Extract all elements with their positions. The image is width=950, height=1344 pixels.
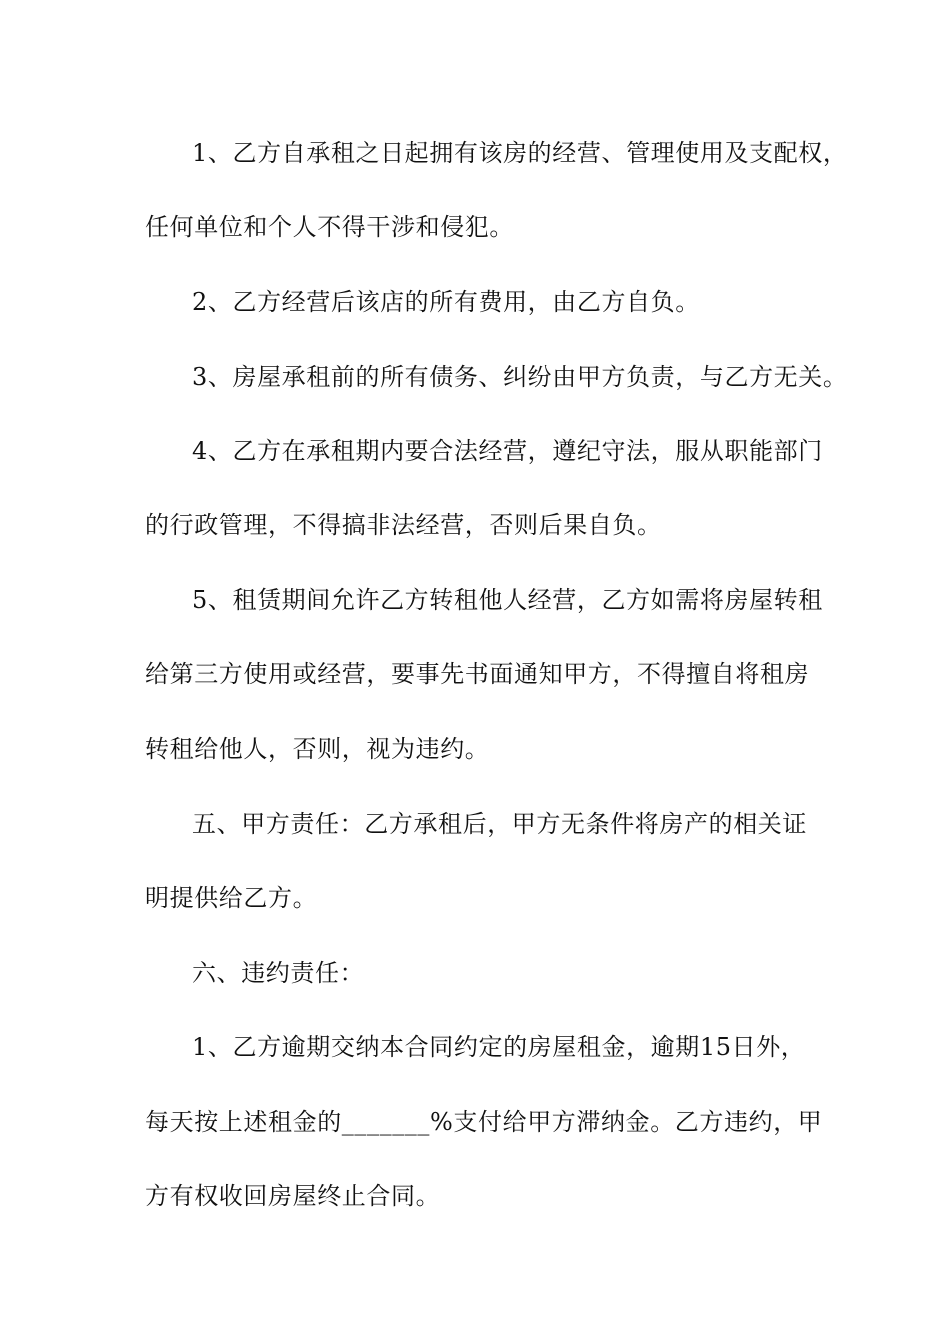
clause-6-1-line-2: 每天按上述租金的_______%支付给甲方滞纳金。乙方违约，甲 [145, 1108, 823, 1136]
clause-6-1-line-1: 1、乙方逾期交纳本合同约定的房屋租金，逾期15日外， [192, 1033, 806, 1061]
section-6-heading: 六、违约责任： [192, 959, 365, 987]
clause-4-4-line-2: 的行政管理，不得搞非法经营，否则后果自负。 [145, 511, 662, 539]
clause-6-1-line-3: 方有权收回房屋终止合同。 [145, 1182, 441, 1210]
clause-4-2: 2、乙方经营后该店的所有费用，由乙方自负。 [192, 288, 700, 316]
clause-4-1-line-2: 任何单位和个人不得干涉和侵犯。 [145, 213, 514, 241]
clause-4-5-line-2: 给第三方使用或经营，要事先书面通知甲方，不得擅自将租房 [145, 660, 810, 688]
clause-4-4-line-1: 4、乙方在承租期内要合法经营，遵纪守法，服从职能部门 [192, 437, 823, 465]
clause-4-3: 3、房屋承租前的所有债务、纠纷由甲方负责，与乙方无关。 [192, 363, 848, 391]
clause-4-1-line-1: 1、乙方自承租之日起拥有该房的经营、管理使用及支配权， [192, 139, 848, 167]
clause-4-5-line-3: 转租给他人，否则，视为违约。 [145, 735, 490, 763]
section-5-line-2: 明提供给乙方。 [145, 884, 318, 912]
clause-4-5-line-1: 5、租赁期间允许乙方转租他人经营，乙方如需将房屋转租 [192, 586, 823, 614]
section-5-line-1: 五、甲方责任：乙方承租后，甲方无条件将房产的相关证 [192, 810, 807, 838]
